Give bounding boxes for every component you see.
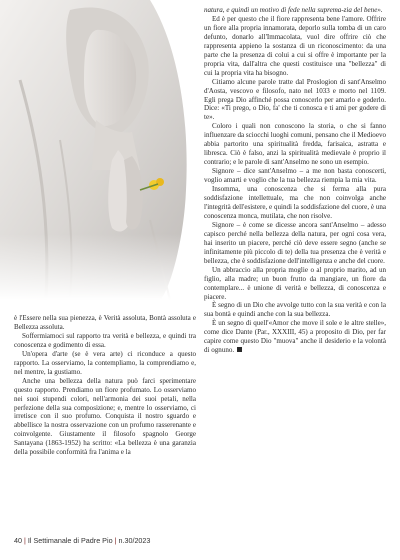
paragraph: Ed è per questo che il fiore rappresenta bene l'amore. Offrire un fiore alla propria innamorata, deporlo sulla tomba di un caro defunto, donarlo all'Immacolata, vuol dire offrire ciò che rappresenta appieno la sostanza di un riconoscimento: da una parte che la presenza di colui a cui si offre è importante per la propria vita, dall'altra che questi costituisce una "bellezza" di cui la propria vita ha bisogno. — [204, 14, 386, 77]
page-footer — [14, 536, 386, 545]
paragraph: Soffermiamoci sul rapporto tra verità e bellezza, e quindi tra conoscenza e godimento di essa. — [14, 331, 196, 349]
paragraph: Coloro i quali non conoscono la storia, o che si fanno influenzare da sciocchi luoghi comuni, pensano che il Medioevo abbia partorito una spiritualità fredda, farisaica, astratta e libresca. Ciò è falso, anzi la spiritualità medievale è proprio il contrario; e le parole di sant'Anselmo ne sono un esempio. — [204, 122, 386, 167]
paragraph: Insomma, una conoscenza che si ferma alla pura soddisfazione intellettuale, ma che non coinvolga anche l'integrità dell'esistere, e quindi la soddisfazione del cuore, è una conoscenza monca, mutilata, che non risolve. — [204, 185, 386, 220]
paragraph: Un abbraccio alla propria moglie o al proprio marito, ad un figlio, alla madre; un buon frutto da mangiare, un fiore da contemplare... è unione di verità e bellezza, di conoscenza e piacere. — [204, 265, 386, 301]
issue-number: n.30/2023 — [118, 536, 151, 545]
article-right-column — [204, 6, 386, 355]
paragraph-text: È un segno di quell'«Amor che move il sole e le altre stelle», come dice Dante (Par., XXXIII, 45) a proposito di Dio, per far capire come questo Dio "muova" anche il desiderio e la volontà di ognuno. — [204, 319, 386, 355]
paragraph: Signore – dice sant'Anselmo – a me non basta conoscerti, voglio amarti e voglio che la tua bellezza riempia la mia vita. — [204, 167, 386, 185]
publication-name: Il Settimanale di Padre Pio — [27, 536, 113, 545]
end-of-article-mark — [237, 347, 242, 352]
paragraph-final — [204, 319, 386, 355]
paragraph: Citiamo alcune parole tratte dal Proslogion di sant'Anselmo d'Aosta, vescovo e filosofo, nato nel 1033 e morto nel 1109. Egli prega Dio affinché possa conoscerlo per amarlo e goderlo. Dice: «Ti prego, o Dio, fa' che ti conosca e ti ami per godere di te». — [204, 77, 386, 122]
paragraph: Anche una bellezza della natura può farci sperimentare questo rapporto. Prendiamo un fiore profumato. Lo osserviamo nei suoi stupendi colori, nell'armonia dei suoi petali, nella perfezione della sua composizione; e, mentre lo osserviamo, ci irretisce con il suo profumo. Conquista il nostro sguardo e abbellisce la nostra osservazione con un profumo rasserenante e coinvolgente. Giustamente il filosofo spagnolo George Santayana (1863-1952) ha scritto: «La bellezza è una garanzia della possibile conformità fra l'anima e la — [14, 376, 196, 457]
footer-separator: | — [24, 536, 26, 545]
paragraph: Signore – è come se dicesse ancora sant'Anselmo – adesso capisco perché nella bellezza della natura, per ogni cosa vera, hai inserito un piacere, perché ciò deve essere segno (anche se infinitamente più piccolo di te) della tua presenza che è verità e bellezza, che è soddisfazione dell'intelligenza e anche del cuore. — [204, 220, 386, 265]
paragraph: Un'opera d'arte (se è vera arte) ci riconduce a questo rapporto. La osserviamo, la contempliamo, la comprendiamo e, nel mentre, la gustiamo. — [14, 349, 196, 376]
madonna-statue-image — [0, 0, 196, 300]
article-left-column — [14, 314, 196, 457]
footer-separator: | — [114, 536, 117, 545]
paragraph: natura, e quindi un motivo di fede nella suprema-zia del bene». — [204, 6, 383, 14]
paragraph: è l'Essere nella sua pienezza, è Verità assoluta, Bontà assoluta e Bellezza assoluta. — [14, 314, 196, 331]
paragraph: È segno di un Dio che avvolge tutto con la sua verità e con la sua bontà e quindi anche con la sua bellezza. — [204, 301, 386, 319]
page-number: 40 — [14, 536, 22, 545]
